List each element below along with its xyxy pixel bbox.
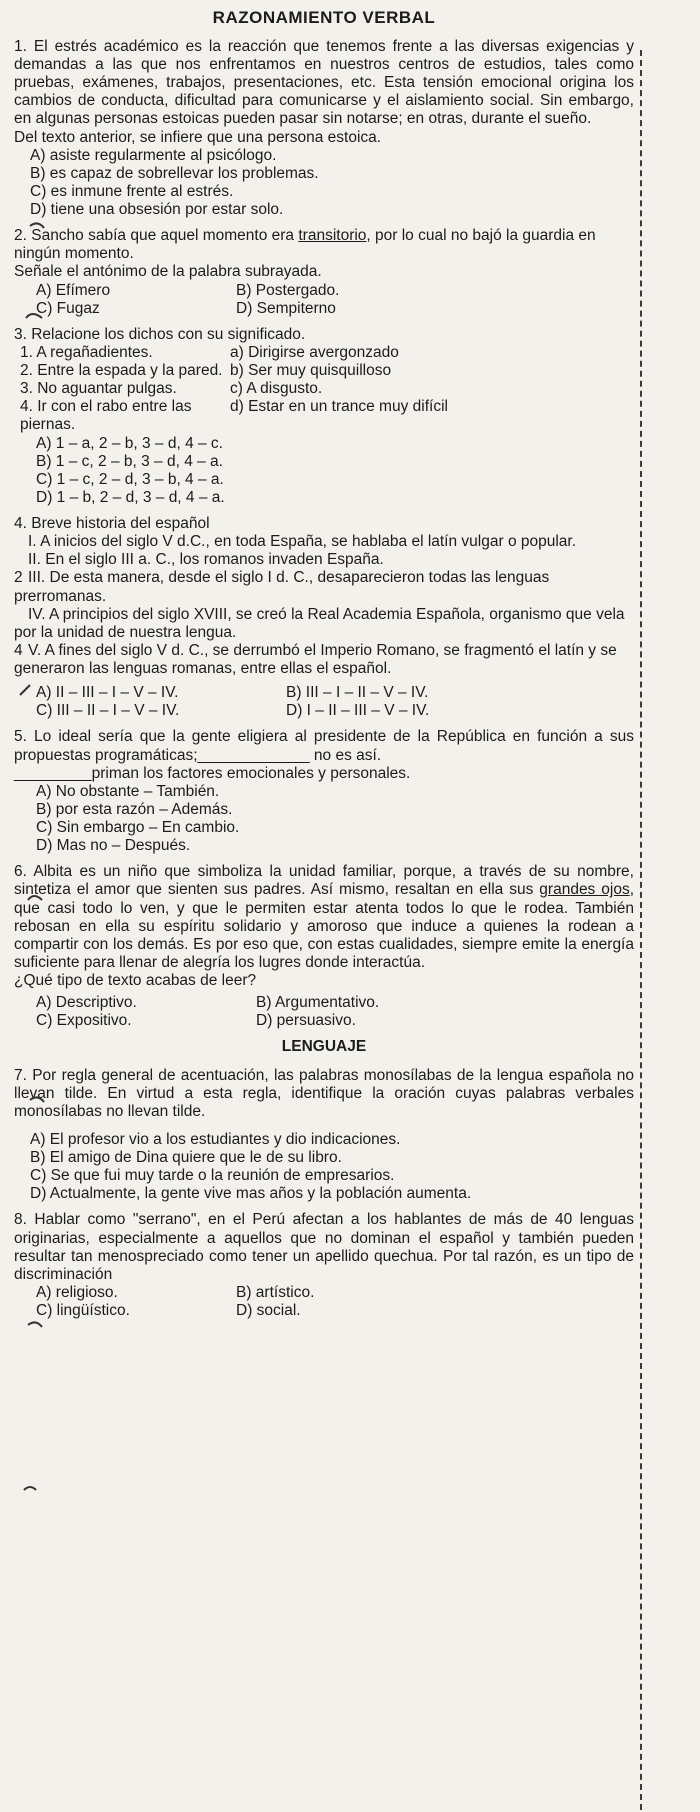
- left-column: [14, 0, 634, 1328]
- question-8: [14, 1211, 634, 1320]
- question-8-text: 8. Hablar como "serrano", en el Perú afectan a los hablantes de más de 40 lenguas originarias, especialmente a aquellos que no dominan el español y también pueden resultar tan menospreciado como tener un apellido quechua. Por tal razón, es un tipo de discriminación: [14, 1211, 634, 1283]
- saying: 4. Ir con el rabo entre las piernas.: [20, 398, 192, 434]
- question-5: [14, 728, 634, 855]
- option[interactable]: B) es capaz de sobrellevar los problemas.: [30, 164, 319, 182]
- column-divider: [640, 50, 642, 1810]
- option[interactable]: B) Postergado.: [236, 281, 340, 299]
- question-5-text: 5. Lo ideal sería que la gente eligiera al presidente de la República en función a sus propuestas programáticas;_____________ no es así.: [14, 728, 634, 764]
- option[interactable]: D) I – II – III – V – IV.: [286, 702, 430, 720]
- options-grid: [14, 994, 634, 1030]
- option[interactable]: A) II – III – I – V – IV.: [36, 684, 179, 702]
- section-heading: LENGUAJE: [281, 1038, 367, 1056]
- statement: I. A inicios del siglo V d.C., en toda España, se hablaba el latín vulgar o popular.: [28, 533, 577, 551]
- saying: 3. No aguantar pulgas.: [20, 380, 177, 398]
- option[interactable]: B) por esta razón – Además.: [36, 800, 233, 818]
- option[interactable]: D) social.: [236, 1302, 301, 1319]
- meaning: b) Ser muy quisquilloso: [230, 362, 392, 379]
- question-1-text: 1. El estrés académico es la reacción que tenemos frente a las diversas exigencias y demandas a las que nos enfrentamos en nuestros centros de estudios, tales como pruebas, exámenes, trabajos, presentaciones, etc. Esta tensión emocional origina los cambios de conducta, dificultad para comunicarse y el aislamiento social. Sin embargo, en algunas personas estoicas pueden pasar sin notarse; en otras, durante el sueño.: [14, 37, 634, 128]
- option[interactable]: A) asiste regularmente al psicólogo.: [30, 146, 277, 164]
- option[interactable]: A) religioso.: [36, 1283, 118, 1301]
- question-1-prompt: Del texto anterior, se infiere que una persona estoica.: [14, 128, 382, 146]
- statement: 4 V. A fines del siglo V d. C., se derrumbó el Imperio Romano, se fragmentó el latín y se generaron las lenguas romanas, entre ellas el español.: [14, 641, 617, 677]
- option[interactable]: C) Se que fui muy tarde o la reunión de empresarios.: [30, 1167, 395, 1185]
- statement: II. En el siglo III a. C., los romanos invaden España.: [28, 551, 384, 569]
- options-grid: [14, 1284, 634, 1320]
- question-5-text-line2: _________priman los factores emocionales y personales.: [14, 764, 411, 782]
- question-6-prompt: ¿Qué tipo de texto acabas de leer?: [14, 972, 257, 989]
- question-4: [14, 515, 634, 720]
- meaning: a) Dirigirse avergonzado: [230, 343, 399, 361]
- check-mark-icon: [24, 1487, 36, 1490]
- option[interactable]: C) 1 – c, 2 – d, 3 – b, 4 – a.: [36, 470, 224, 488]
- option[interactable]: D) tiene una obsesión por estar solo.: [30, 201, 284, 218]
- option[interactable]: C) III – II – I – V – IV.: [36, 702, 180, 720]
- option[interactable]: A) Descriptivo.: [36, 994, 137, 1012]
- handwritten-mark: 4: [14, 641, 23, 659]
- saying: 1. A regañadientes.: [20, 343, 153, 361]
- underlined-word: transitorio: [298, 227, 367, 245]
- option[interactable]: C) Fugaz: [36, 299, 100, 317]
- option[interactable]: D) Sempiterno: [236, 299, 336, 317]
- option[interactable]: C) Sin embargo – En cambio.: [36, 819, 240, 836]
- option[interactable]: D) Actualmente, la gente vive mas años y la población aumenta.: [30, 1185, 472, 1203]
- question-4-prompt: 4. Breve historia del español: [14, 515, 210, 532]
- question-2-prompt: Señale el antónimo de la palabra subrayada.: [14, 263, 322, 281]
- question-3-prompt: 3. Relacione los dichos con su significado.: [14, 325, 306, 343]
- question-7-text: 7. Por regla general de acentuación, las palabras monosílabas de la lengua española no llevan tilde. En virtud a esta regla, identifique la oración cuyas palabras verbales monosílabas no llevan tilde.: [14, 1066, 634, 1120]
- statement: 2 III. De esta manera, desde el siglo I d. C., desaparecieron todas las lenguas prerromanas.: [14, 569, 550, 605]
- option[interactable]: D) persuasivo.: [256, 1012, 356, 1030]
- question-7: [14, 1067, 634, 1204]
- question-1: [14, 38, 634, 219]
- saying: 2. Entre la espada y la pared.: [20, 362, 223, 379]
- option[interactable]: C) lingüístico.: [36, 1302, 130, 1319]
- option[interactable]: A) El profesor vio a los estudiantes y dio indicaciones.: [30, 1130, 401, 1148]
- option[interactable]: B) El amigo de Dina quiere que le de su libro.: [30, 1149, 342, 1166]
- page-title: RAZONAMIENTO VERBAL: [212, 8, 436, 27]
- option[interactable]: D) 1 – b, 2 – d, 3 – d, 4 – a.: [36, 488, 225, 506]
- handwritten-mark: 2: [14, 569, 23, 587]
- meaning: c) A disgusto.: [230, 380, 323, 398]
- option[interactable]: A) Efímero: [36, 281, 111, 299]
- option[interactable]: B) Argumentativo.: [256, 994, 380, 1012]
- option[interactable]: B) III – I – II – V – IV.: [286, 684, 429, 702]
- option[interactable]: A) 1 – a, 2 – b, 3 – d, 4 – c.: [36, 434, 223, 452]
- options-grid: [14, 684, 634, 720]
- matching-grid: [14, 344, 634, 435]
- question-2: [14, 227, 634, 318]
- statement: IV. A principios del siglo XVIII, se creó la Real Academia Española, organismo que vela por la unidad de nuestra lengua.: [14, 605, 625, 641]
- option[interactable]: B) artístico.: [236, 1283, 315, 1301]
- option[interactable]: C) Expositivo.: [36, 1012, 132, 1030]
- option[interactable]: D) Mas no – Después.: [36, 837, 191, 855]
- underlined-phrase: grandes ojos: [539, 881, 630, 899]
- question-6: [14, 863, 634, 1030]
- option[interactable]: A) No obstante – También.: [36, 782, 220, 800]
- meaning: d) Estar en un trance muy difícil: [230, 398, 448, 416]
- option[interactable]: B) 1 – c, 2 – b, 3 – d, 4 – a.: [36, 452, 223, 470]
- question-6-text: 6. Albita es un niño que simboliza la unidad familiar, porque, a través de su nombre, sintetiza el amor que sienten sus padres. Así mismo, resaltan en ella sus grandes ojos, que casi todo lo ven, y que le permiten estar atenta todos lo que le rodea. También rebosan en ella su espíritu solidario y amoroso que induce a quienes la rodean a compartir con los demás. Es por eso que, con estas cualidades, siempre emite la energía suficiente para llenar de alegría los lugres donde interactúa.: [14, 863, 635, 971]
- options-grid: [14, 282, 634, 318]
- question-3: [14, 326, 634, 507]
- question-2-text: 2. Sancho sabía que aquel momento era transitorio, por lo cual no bajó la guardia en ningún momento.: [14, 227, 596, 263]
- option[interactable]: C) es inmune frente al estrés.: [30, 182, 234, 200]
